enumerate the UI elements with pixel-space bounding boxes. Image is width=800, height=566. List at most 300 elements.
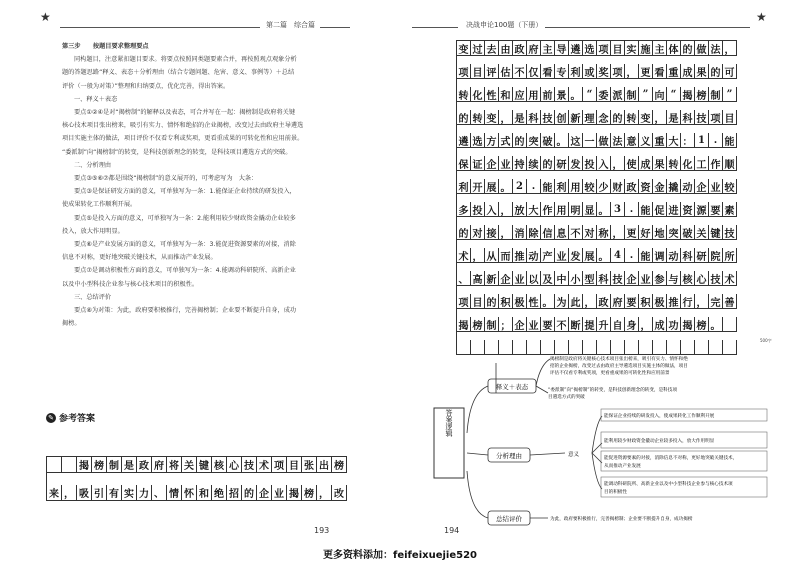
grid-cell: 显 xyxy=(583,202,597,217)
mindmap-note: “委派制”向“揭榜制”的转变，是科技创新理念的转变，是科技项 xyxy=(548,388,677,393)
paragraph-line: 核心技术项目张出榜来，吸引有实力、情怀和绝招的企业揭榜，改变过去由政府主导遴选 xyxy=(62,122,304,130)
grid-cell: 科 xyxy=(681,110,695,125)
grid-cell: 以 xyxy=(527,271,541,286)
reason-4: 能调动科研院所、高新企业以及中小型科技企业参与核心技术项 xyxy=(604,482,733,487)
grid-cell: 发 xyxy=(569,156,583,171)
grid-cell: 、 xyxy=(152,485,167,501)
grid-cell: 放 xyxy=(513,202,527,217)
grid-cell: 的 xyxy=(485,294,499,309)
grid-cell: 法 xyxy=(709,41,723,56)
grid-cell: 情 xyxy=(167,485,182,501)
grid-cell: 导 xyxy=(555,41,569,56)
grid-cell: 顺 xyxy=(723,156,737,171)
grid-cell: 转 xyxy=(457,87,471,102)
branch-2: 分析理由 xyxy=(496,452,522,460)
paragraph-line: 同构题目，注意紧扣题目要求。将要点按照同类题要素合并，再按照观点观象分析 xyxy=(74,56,297,64)
grid-cell: 用 xyxy=(527,87,541,102)
grid-cell: 将 xyxy=(167,457,182,473)
grid-cell: 心 xyxy=(227,457,242,473)
grid-cell: 及 xyxy=(541,271,555,286)
paragraph-line: 第三步 按题目要求整理要点 xyxy=(62,43,149,50)
grid-cell xyxy=(723,317,737,332)
grid-cell xyxy=(47,457,62,473)
grid-cell: 和 xyxy=(197,485,212,501)
grid-cell: 业 xyxy=(513,271,527,286)
grid-cell: 作 xyxy=(709,156,723,171)
grid-cell: 的 xyxy=(513,133,527,148)
grid-cell: 这 xyxy=(569,133,583,148)
grid-cell: 展 xyxy=(485,179,499,194)
grid-cell: 揭 xyxy=(287,485,302,501)
grid-cell: 术 xyxy=(457,248,471,263)
grid-cell: 项 xyxy=(272,457,287,473)
mindmap-lines xyxy=(467,359,602,518)
reason-3: 能促进资源要素的对接，消除信息不对称，更好地突破关键技术， xyxy=(604,456,738,461)
grid-cell: 称 xyxy=(597,225,611,240)
grid-cell: 施 xyxy=(639,41,653,56)
grid-cell: 。 xyxy=(597,248,611,263)
pencil-icon: ✎ xyxy=(46,413,56,423)
grid-cell: 金 xyxy=(653,179,667,194)
grid-cell: 消 xyxy=(513,225,527,240)
grid-cell: 保 xyxy=(457,156,471,171)
grid-cell: 能 xyxy=(723,133,737,148)
grid-cell: 利 xyxy=(569,64,583,79)
paragraph-line: 投入，放大作用明显。 xyxy=(62,227,124,235)
answer-logic-mindmap xyxy=(430,353,770,531)
grid-cell: 断 xyxy=(569,317,583,332)
grid-cell: 实 xyxy=(122,485,137,501)
grid-cell: 与 xyxy=(667,271,681,286)
grid-cell: . xyxy=(625,248,639,263)
grid-cell: 高 xyxy=(471,271,485,286)
grid-cell: 的 xyxy=(681,41,695,56)
grid-cell: ， xyxy=(62,485,77,501)
grid-cell: 技 xyxy=(709,271,723,286)
explanation-text xyxy=(62,40,362,330)
grid-cell: ， xyxy=(471,248,485,263)
grid-cell: 主 xyxy=(653,41,667,56)
grid-cell: 出 xyxy=(317,457,332,473)
grid-cell: 积 xyxy=(499,294,513,309)
grid-cell: 少 xyxy=(597,179,611,194)
grid-cell: 科 xyxy=(527,110,541,125)
grid-cell: 去 xyxy=(485,41,499,56)
grid-cell: ， xyxy=(499,110,513,125)
grid-cell: 核 xyxy=(212,457,227,473)
grid-cell: 新 xyxy=(569,110,583,125)
grid-cell: 1 xyxy=(695,133,709,148)
grid-cell: 化 xyxy=(681,156,695,171)
grid-cell: 改 xyxy=(332,485,347,501)
grid-cell: 多 xyxy=(457,202,471,217)
grid-cell: 引 xyxy=(92,485,107,501)
grid-cell: 榜 xyxy=(695,87,709,102)
header-rule xyxy=(545,27,750,28)
grid-cell: 榜 xyxy=(302,485,317,501)
grid-cell: 提 xyxy=(583,317,597,332)
grid-cell: 政 xyxy=(625,179,639,194)
grid-cell: 心 xyxy=(695,271,709,286)
paragraph-line: 使成果转化工作顺利开展。 xyxy=(62,201,137,209)
grid-cell: 型 xyxy=(583,271,597,286)
grid-cell: 和 xyxy=(499,87,513,102)
grid-cell: 理 xyxy=(583,110,597,125)
grid-cell: 制 xyxy=(709,87,723,102)
grid-cell: 不 xyxy=(569,225,583,240)
grid-cell: 榜 xyxy=(332,457,347,473)
grid-cell: 目 xyxy=(611,41,625,56)
grid-cell: 能 xyxy=(639,248,653,263)
grid-cell: 专 xyxy=(555,64,569,79)
grid-cell: 项 xyxy=(457,64,471,79)
grid-cell: 吸 xyxy=(77,485,92,501)
grid-cell: 前 xyxy=(541,87,555,102)
grid-cell: 。 xyxy=(555,133,569,148)
grid-cell: 项 xyxy=(457,294,471,309)
answer-heading xyxy=(46,411,95,424)
grid-cell: 目 xyxy=(471,294,485,309)
grid-cell: 看 xyxy=(653,64,667,79)
grid-cell: 的 xyxy=(541,156,555,171)
grid-cell: 动 xyxy=(667,248,681,263)
grid-cell: 的 xyxy=(457,110,471,125)
paragraph-line: 三、总结评价 xyxy=(74,293,112,301)
grid-cell: 念 xyxy=(597,110,611,125)
grid-cell: “ xyxy=(583,87,597,102)
grid-cell: 核 xyxy=(681,271,695,286)
grid-cell: 应 xyxy=(513,87,527,102)
grid-cell: ， xyxy=(583,294,597,309)
grid-cell: 张 xyxy=(302,457,317,473)
grid-cell: 接 xyxy=(485,225,499,240)
grid-cell: ， xyxy=(499,202,513,217)
grid-cell: ， xyxy=(611,156,625,171)
mindmap-note: 为此，政府要积极推行，完善揭榜制；企业要不断提升自身，成功揭榜 xyxy=(550,517,693,522)
grid-cell: 业 xyxy=(555,248,569,263)
grid-cell: . xyxy=(625,202,639,217)
grid-cell: 工 xyxy=(695,156,709,171)
grid-cell: 府 xyxy=(152,457,167,473)
grid-cell: 键 xyxy=(197,457,212,473)
grid-cell: 力 xyxy=(137,485,152,501)
paragraph-line: 项目实施主体的做法，项目评价不仅看专利或奖项，更看重成果的可转化性和应用前景。 xyxy=(62,135,304,143)
grid-cell: 企 xyxy=(695,179,709,194)
grid-cell: 果 xyxy=(695,64,709,79)
grid-cell: 业 xyxy=(499,156,513,171)
left-header-title: 第二篇 综合篇 xyxy=(266,21,315,29)
grid-cell: 所 xyxy=(723,248,737,263)
grid-cell: 看 xyxy=(541,64,555,79)
grid-cell: 技 xyxy=(242,457,257,473)
grid-cell: 技 xyxy=(695,110,709,125)
paragraph-line: 二、分析理由 xyxy=(74,161,112,169)
grid-cell: 法 xyxy=(611,133,625,148)
grid-cell: 促 xyxy=(653,202,667,217)
grid-cell: 小 xyxy=(569,271,583,286)
grid-cell: 榜 xyxy=(695,317,709,332)
grid-cell: 重 xyxy=(667,64,681,79)
grid-cell: 重 xyxy=(653,133,667,148)
grid-cell: ” xyxy=(639,87,653,102)
mindmap-note: 评估不仅看专利或奖项，更看重成果的可转化性和应用前景 xyxy=(550,371,670,376)
grid-cell: 成 xyxy=(681,64,695,79)
grid-cell: 科 xyxy=(681,248,695,263)
grid-cell: 开 xyxy=(471,179,485,194)
grid-cell: 调 xyxy=(653,248,667,263)
grid-cell: 性 xyxy=(485,87,499,102)
branch-3: 总结评价 xyxy=(496,515,522,523)
grid-cell: 的 xyxy=(457,225,471,240)
grid-cell: 源 xyxy=(695,202,709,217)
grid-cell: 仅 xyxy=(527,64,541,79)
grid-cell: 奖 xyxy=(597,64,611,79)
grid-cell: 除 xyxy=(527,225,541,240)
grid-cell: 术 xyxy=(723,271,737,286)
grid-cell: 信 xyxy=(541,225,555,240)
grid-cell: 目 xyxy=(723,110,737,125)
grid-cell: 利 xyxy=(555,179,569,194)
mindmap-note: 目遴选方式的突破 xyxy=(548,395,585,400)
header-rule xyxy=(412,27,458,28)
reason-3b: 从而推动产业发展 xyxy=(604,464,641,469)
grid-cell: 极 xyxy=(653,294,667,309)
grid-cell: 财 xyxy=(611,179,625,194)
grid-cell: 企 xyxy=(499,271,513,286)
grid-cell: 动 xyxy=(527,248,541,263)
paragraph-line: “委派制”向“揭榜制”的转变，是科技创新理念的转变，是科技项目遴选方式的突破。 xyxy=(62,148,292,156)
grid-cell: 不 xyxy=(513,64,527,79)
grid-cell: 积 xyxy=(639,294,653,309)
grid-cell: 展 xyxy=(583,248,597,263)
grid-cell: 投 xyxy=(583,156,597,171)
grid-cell: 转 xyxy=(667,156,681,171)
paragraph-line: 一、释义＋表态 xyxy=(74,95,118,103)
grid-cell: 不 xyxy=(555,317,569,332)
grid-cell xyxy=(62,457,77,473)
grid-cell: 的 xyxy=(709,64,723,79)
grid-cell: 制 xyxy=(625,87,639,102)
header-rule xyxy=(60,27,260,28)
grid-cell: 完 xyxy=(709,294,723,309)
grid-cell: 估 xyxy=(499,64,513,79)
grid-cell: 。 xyxy=(499,179,513,194)
grid-cell: 过 xyxy=(471,41,485,56)
grid-cell: 较 xyxy=(583,179,597,194)
grid-cell: 行 xyxy=(681,294,695,309)
grid-cell: 功 xyxy=(667,317,681,332)
grid-cell: 向 xyxy=(653,87,667,102)
grid-cell: 中 xyxy=(555,271,569,286)
center-label: 答案逻辑 xyxy=(445,409,453,437)
grid-cell: 府 xyxy=(527,41,541,56)
page-number: 193 xyxy=(314,526,330,535)
grid-cell: 可 xyxy=(723,64,737,79)
grid-cell: 进 xyxy=(667,202,681,217)
grid-cell: 委 xyxy=(597,87,611,102)
grid-cell: “ xyxy=(667,87,681,102)
grid-cell: 产 xyxy=(541,248,555,263)
grid-cell: 而 xyxy=(499,248,513,263)
grid-cell: 能 xyxy=(541,179,555,194)
paragraph-line: 要点③是保证研发方面的意义，可单独写为一条：1.能保证企业持续的研发投入， xyxy=(74,188,296,196)
grid-cell: 作 xyxy=(541,202,555,217)
grid-cell: 意 xyxy=(625,133,639,148)
grid-cell: 性 xyxy=(527,294,541,309)
grid-cell: ： xyxy=(681,133,695,148)
grid-cell: ， xyxy=(653,110,667,125)
grid-cell: 入 xyxy=(597,156,611,171)
grid-cell: 榜 xyxy=(471,317,485,332)
grid-cell: 揭 xyxy=(77,457,92,473)
grid-cell: 成 xyxy=(653,317,667,332)
grid-cell: 升 xyxy=(597,317,611,332)
grid-cell: 对 xyxy=(471,225,485,240)
grid-cell: ， xyxy=(317,485,332,501)
reason-1: 能保证企业持续的研发投入，使成果转化工作顺利开展 xyxy=(604,414,715,419)
grid-cell: ； xyxy=(499,317,513,332)
grid-cell: 使 xyxy=(625,156,639,171)
grid-cell: 身 xyxy=(625,317,639,332)
grid-cell: ， xyxy=(611,225,625,240)
grid-cell: 业 xyxy=(709,179,723,194)
grid-cell: 破 xyxy=(541,133,555,148)
grid-cell: 要 xyxy=(541,317,555,332)
grid-cell: 要 xyxy=(709,202,723,217)
grid-cell: 研 xyxy=(555,156,569,171)
header-rule xyxy=(320,27,350,28)
grid-cell: 息 xyxy=(555,225,569,240)
grid-cell: 技 xyxy=(611,271,625,286)
paragraph-line: 以及中小型科技企业参与核心技术项目的积极性。 xyxy=(62,280,199,288)
grid-cell: 企 xyxy=(513,317,527,332)
grid-cell: 企 xyxy=(485,156,499,171)
grid-cell: 用 xyxy=(569,179,583,194)
paragraph-line: 题的答题思路“释义、表态＋分析理由（结合专题问题、危害、意义、事例等）＋总结 xyxy=(62,69,295,77)
grid-cell: 资 xyxy=(639,179,653,194)
grid-cell: ” xyxy=(723,87,737,102)
grid-cell: 目 xyxy=(287,457,302,473)
grid-cell: 来 xyxy=(47,485,62,501)
grid-cell: 转 xyxy=(471,110,485,125)
grid-cell: 是 xyxy=(667,110,681,125)
grid-cell: 遴 xyxy=(457,133,471,148)
grid-cell: 变 xyxy=(485,110,499,125)
grid-cell: 果 xyxy=(653,156,667,171)
grid-cell: 关 xyxy=(695,225,709,240)
grid-cell: 更 xyxy=(625,225,639,240)
grid-cell: 政 xyxy=(137,457,152,473)
paragraph-line: 要点⑥是产业发展方面的意义，可单独写为一条：3.能促进资源要素的对接，消除 xyxy=(74,241,296,249)
grid-cell: 。 xyxy=(569,87,583,102)
grid-cell: 。 xyxy=(709,317,723,332)
paragraph-line: 要点⑦是调动积极性方面的意义，可单独写为一条：4.能调动科研院所、高新企业 xyxy=(74,267,296,275)
grid-cell: ， xyxy=(639,317,653,332)
grid-cell: 能 xyxy=(639,202,653,217)
star-icon: ★ xyxy=(756,10,767,24)
grid-cell: 明 xyxy=(569,202,583,217)
grid-cell: . xyxy=(527,179,541,194)
grid-cell: 项 xyxy=(611,64,625,79)
grid-cell: 业 xyxy=(639,271,653,286)
branch-1: 释义＋表态 xyxy=(495,383,529,391)
grid-cell: 较 xyxy=(723,179,737,194)
grid-cell: 突 xyxy=(667,225,681,240)
grid-cell: 此 xyxy=(569,294,583,309)
grid-cell: 推 xyxy=(667,294,681,309)
grid-cell: 大 xyxy=(667,133,681,148)
grid-cell: 遴 xyxy=(569,41,583,56)
grid-cell: 用 xyxy=(555,202,569,217)
grid-cell: ， xyxy=(499,225,513,240)
paragraph-line: 要点③⑤⑥⑦都是围绕“揭榜制”的意义展开的，可考虑写为 大条： xyxy=(74,175,258,183)
grid-cell: 企 xyxy=(257,485,272,501)
grid-cell: 由 xyxy=(499,41,513,56)
grid-cell: 术 xyxy=(257,457,272,473)
grid-cell: 企 xyxy=(625,271,639,286)
grid-cell: 证 xyxy=(471,156,485,171)
grid-cell: 政 xyxy=(597,294,611,309)
reason-4b: 目的积极性 xyxy=(604,490,627,495)
grid-cell: 项 xyxy=(597,41,611,56)
grid-cell: 主 xyxy=(541,41,555,56)
grid-cell: 榜 xyxy=(92,457,107,473)
grid-cell: 变 xyxy=(457,41,471,56)
paragraph-line: 要点①②④是对“揭榜制”的解释以及表态，可合并写在一起：揭榜制是政府将关键 xyxy=(74,109,296,117)
grid-cell: 2 xyxy=(513,179,527,194)
grid-cell: 技 xyxy=(723,225,737,240)
grid-cell: 府 xyxy=(611,294,625,309)
answer-grid-right xyxy=(456,40,737,355)
page-number: 194 xyxy=(444,526,460,535)
answer-grid-left xyxy=(46,456,347,501)
grid-cell: 续 xyxy=(527,156,541,171)
reason-2: 能利用较少财政资金撬动企业较多投入，放大作用明显 xyxy=(604,439,715,444)
grid-cell: 、 xyxy=(457,271,471,286)
grid-cell: 方 xyxy=(485,133,499,148)
grid-cell: 一 xyxy=(583,133,597,148)
grid-cell: 制 xyxy=(107,457,122,473)
grid-cell: 业 xyxy=(527,317,541,332)
grid-cell: ， xyxy=(625,64,639,79)
grid-cell: 的 xyxy=(242,485,257,501)
grid-cell: ， xyxy=(695,294,709,309)
grid-cell: 推 xyxy=(513,248,527,263)
grid-cell: 项 xyxy=(709,110,723,125)
grid-cell: 选 xyxy=(583,41,597,56)
grid-cell: 为 xyxy=(555,294,569,309)
paragraph-line: 要点⑤是投入方面的意义，可单独写为一条：2.能利用较少财政资金撬动企业较多 xyxy=(74,214,296,222)
grid-cell: 做 xyxy=(695,41,709,56)
grid-cell: 极 xyxy=(513,294,527,309)
grid-cell: 持 xyxy=(513,156,527,171)
grid-cell: 或 xyxy=(583,64,597,79)
branch-2-label: 意义 xyxy=(568,452,580,458)
grid-cell: 键 xyxy=(709,225,723,240)
grid-cell: 实 xyxy=(625,41,639,56)
grid-cell: 关 xyxy=(182,457,197,473)
paragraph-line: 评价（一般为对策）”整理和归纳要点，优化完善，得出答案。 xyxy=(62,82,230,90)
grid-cell: 政 xyxy=(513,41,527,56)
mindmap-note: 揭榜制是政府将关键核心技术项目张出榜来，吸引有实力、情怀和绝 xyxy=(550,357,688,362)
grid-cell: 选 xyxy=(471,133,485,148)
grid-cell: 。 xyxy=(541,294,555,309)
grid-cell: 的 xyxy=(611,110,625,125)
grid-cell: 投 xyxy=(471,202,485,217)
grid-cell: 大 xyxy=(527,202,541,217)
grid-cell: 研 xyxy=(695,248,709,263)
grid-cell: 是 xyxy=(122,457,137,473)
